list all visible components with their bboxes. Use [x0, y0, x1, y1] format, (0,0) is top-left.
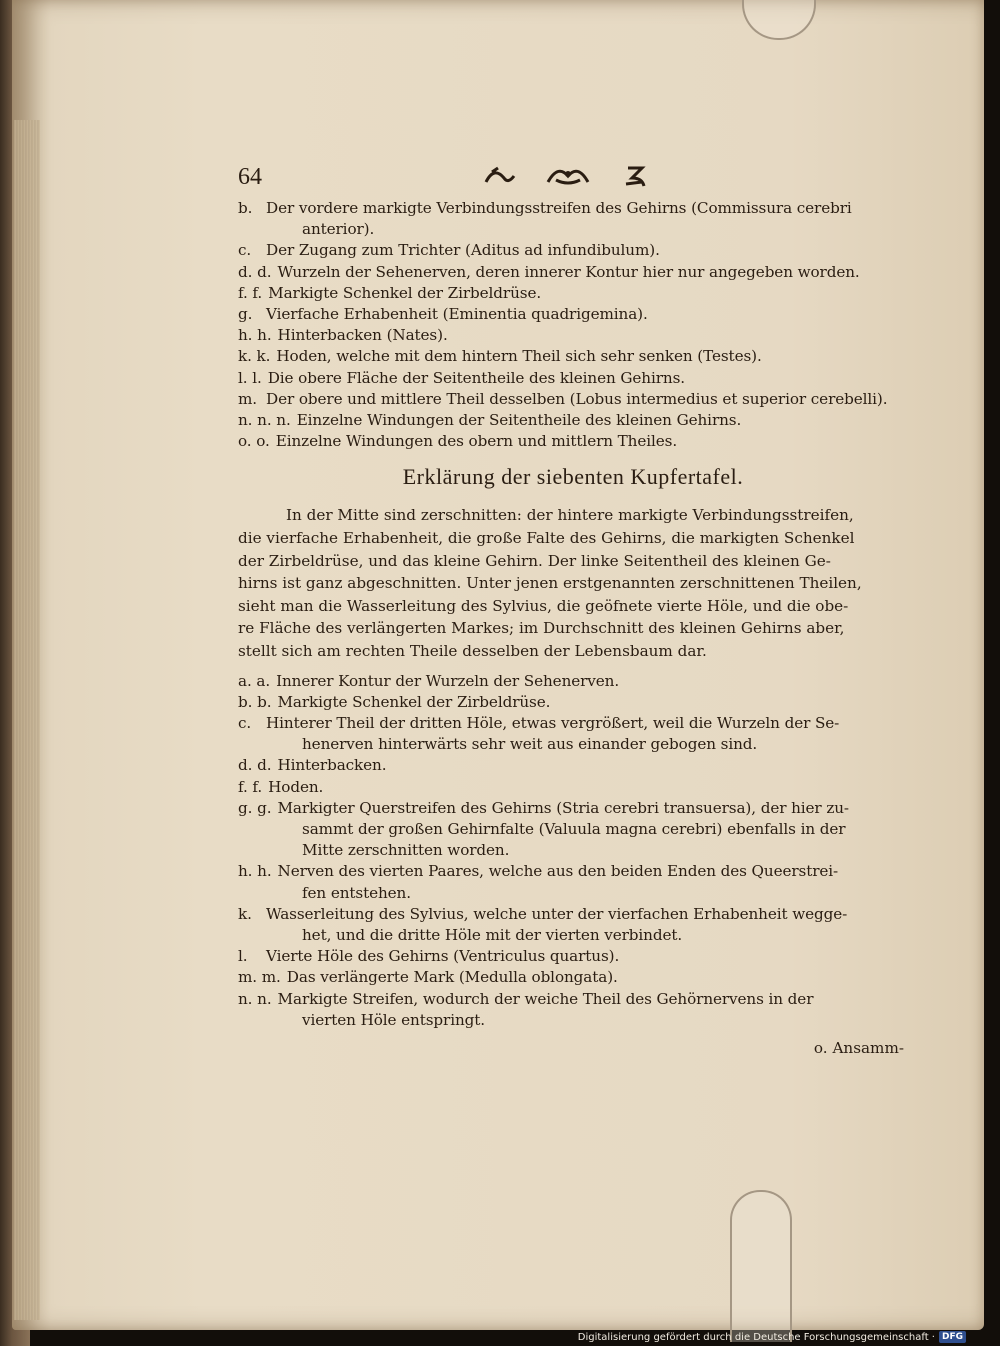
printer-ornament-icon — [478, 162, 658, 190]
legend-label: l. — [238, 947, 248, 966]
legend-text: Wasserleitung des Sylvius, welche unter der vierfachen Erhabenheit wegge- — [266, 904, 848, 923]
legend-text: Hoden, welche mit dem hintern Theil sich sehr senken (Testes). — [276, 347, 762, 366]
legend-label: c. — [238, 714, 252, 732]
legend-text: Markigte Schenkel der Zirbeldrüse. — [268, 283, 542, 302]
dfg-logo: DFG — [939, 1331, 966, 1343]
legend-item — [238, 861, 908, 882]
legend-item — [238, 240, 908, 261]
paragraph-line: hirns ist ganz abgeschnitten. Unter jenen erstgenannten zerschnittenen Theilen, — [238, 574, 862, 593]
paragraph-line: stellt sich am rechten Theile desselben der Lebensbaum dar. — [238, 642, 707, 660]
legend-item-continuation — [238, 734, 908, 755]
legend-item — [238, 692, 908, 713]
catchword: o. Ansamm- — [813, 1039, 904, 1058]
page-header — [238, 160, 908, 194]
legend-item — [238, 283, 908, 304]
legend-text: Einzelne Windungen der Seitentheile des kleinen Gehirns. — [296, 411, 742, 430]
legend-label: h. h. — [238, 862, 272, 881]
legend-text: Markigter Querstreifen des Gehirns (Stria cerebri transuersa), der hier zu- — [277, 798, 849, 817]
legend-item — [238, 262, 908, 283]
legend-item-continuation — [238, 819, 908, 840]
page-content — [238, 160, 908, 1059]
legend-text: sammt der großen Gehirnfalte (Valuula magna cerebri) ebenfalls in der — [302, 820, 846, 839]
legend-text: Mitte zerschnitten worden. — [302, 841, 510, 860]
legend-label: f. f. — [238, 283, 263, 302]
legend-item — [238, 755, 908, 776]
legend-label: k. k. — [238, 347, 271, 366]
legend-item — [238, 798, 908, 819]
legend-item — [238, 368, 908, 389]
legend-label: d. d. — [238, 756, 272, 775]
legend-label: n. n. n. — [238, 411, 291, 430]
legend-text: Hoden. — [268, 777, 324, 796]
legend-text: Innerer Kontur der Wurzeln der Sehenerven. — [276, 671, 620, 690]
legend-item — [238, 967, 908, 988]
legend-label: m. m. — [238, 968, 281, 987]
legend-label: b. b. — [238, 692, 272, 711]
legend-text: Hinterbacken. — [277, 756, 387, 775]
legend-text: Der obere und mittlere Theil desselben (Lobus intermedius et superior cerebelli). — [266, 389, 888, 408]
legend-item — [238, 713, 908, 734]
legend-item — [238, 671, 908, 692]
legend-item — [238, 777, 908, 798]
legend-label: a. a. — [238, 671, 271, 690]
legend-text: Vierte Höle des Gehirns (Ventriculus quartus). — [266, 947, 620, 966]
paragraph-line: die vierfache Erhabenheit, die große Falte des Gehirns, die markigten Schenkel — [238, 529, 855, 548]
legend-text: Wurzeln der Sehenerven, deren innerer Kontur hier nur angegeben worden. — [277, 262, 860, 281]
legend-label: m. — [238, 389, 258, 408]
legend-list-top — [238, 198, 908, 452]
legend-text: Markigte Streifen, wodurch der weiche Theil des Gehörnervens in der — [277, 989, 814, 1008]
page-clip-bottom — [730, 1190, 792, 1342]
legend-label: d. d. — [238, 262, 272, 281]
legend-label: b. — [238, 199, 253, 217]
legend-text-continuation: anterior). — [302, 220, 375, 239]
plate-description — [238, 504, 908, 662]
page-stack-edge — [14, 120, 40, 1320]
legend-item — [238, 410, 908, 431]
legend-label: c. — [238, 241, 252, 260]
paragraph-line: In der Mitte sind zerschnitten: der hintere markigte Verbindungsstreifen, — [286, 506, 854, 525]
legend-text: vierten Höle entspringt. — [302, 1010, 485, 1029]
legend-text: Hinterer Theil der dritten Höle, etwas vergrößert, weil die Wurzeln der Se- — [266, 714, 840, 732]
legend-item — [238, 346, 908, 367]
paragraph-line: sieht man die Wasserleitung des Sylvius, die geöfnete vierte Höle, und die obe- — [238, 596, 849, 615]
legend-text: Hinterbacken (Nates). — [277, 326, 448, 345]
legend-label: l. l. — [238, 368, 262, 387]
legend-text: Einzelne Windungen des obern und mittlern Theiles. — [275, 432, 678, 451]
legend-item — [238, 431, 908, 452]
legend-list-bottom — [238, 671, 908, 1031]
legend-text: Nerven des vierten Paares, welche aus den beiden Enden des Queerstrei- — [277, 862, 839, 881]
paragraph-line: der Zirbeldrüse, und das kleine Gehirn. Der linke Seitentheil des kleinen Ge- — [238, 551, 831, 570]
legend-label: n. n. — [238, 989, 272, 1008]
legend-text: Das verlängerte Mark (Medulla oblongata). — [286, 968, 618, 987]
page-number: 64 — [238, 164, 262, 190]
legend-label: h. h. — [238, 326, 272, 345]
legend-text: Der vordere markigte Verbindungsstreifen des Gehirns (Commissura cerebri — [266, 199, 852, 217]
legend-item-continuation — [238, 840, 908, 861]
legend-label: g. — [238, 305, 253, 324]
legend-text: het, und die dritte Höle mit der vierten verbindet. — [302, 926, 683, 945]
legend-text: Markigte Schenkel der Zirbeldrüse. — [277, 692, 551, 711]
legend-text: fen entstehen. — [302, 883, 411, 902]
legend-label: f. f. — [238, 777, 263, 796]
legend-text: Vierfache Erhabenheit (Eminentia quadrigemina). — [266, 305, 648, 324]
legend-item — [238, 389, 908, 410]
legend-label: o. o. — [238, 432, 270, 451]
credit-text: Digitalisierung gefördert durch die Deutsche Forschungsgemeinschaft · — [577, 1331, 935, 1343]
legend-item-continuation — [238, 1010, 908, 1031]
legend-item-continuation — [238, 219, 908, 240]
legend-item — [238, 325, 908, 346]
paragraph-line: re Fläche des verlängerten Markes; im Durchschnitt des kleinen Gehirns aber, — [238, 619, 845, 638]
legend-item-continuation — [238, 925, 908, 946]
legend-text: henerven hinterwärts sehr weit aus einander gebogen sind. — [302, 735, 758, 754]
legend-item — [238, 304, 908, 325]
legend-label: k. — [238, 904, 252, 923]
legend-text: Die obere Fläche der Seitentheile des kleinen Gehirns. — [267, 368, 685, 387]
legend-text: Der Zugang zum Trichter (Aditus ad infundibulum). — [266, 241, 660, 260]
legend-item — [238, 989, 908, 1010]
section-heading: Erklärung der siebenten Kupfertafel. — [402, 464, 744, 490]
legend-item — [238, 198, 908, 219]
legend-item — [238, 904, 908, 925]
legend-label: g. g. — [238, 798, 272, 817]
digitization-credit — [578, 1331, 966, 1343]
legend-item — [238, 946, 908, 967]
legend-item-continuation — [238, 883, 908, 904]
